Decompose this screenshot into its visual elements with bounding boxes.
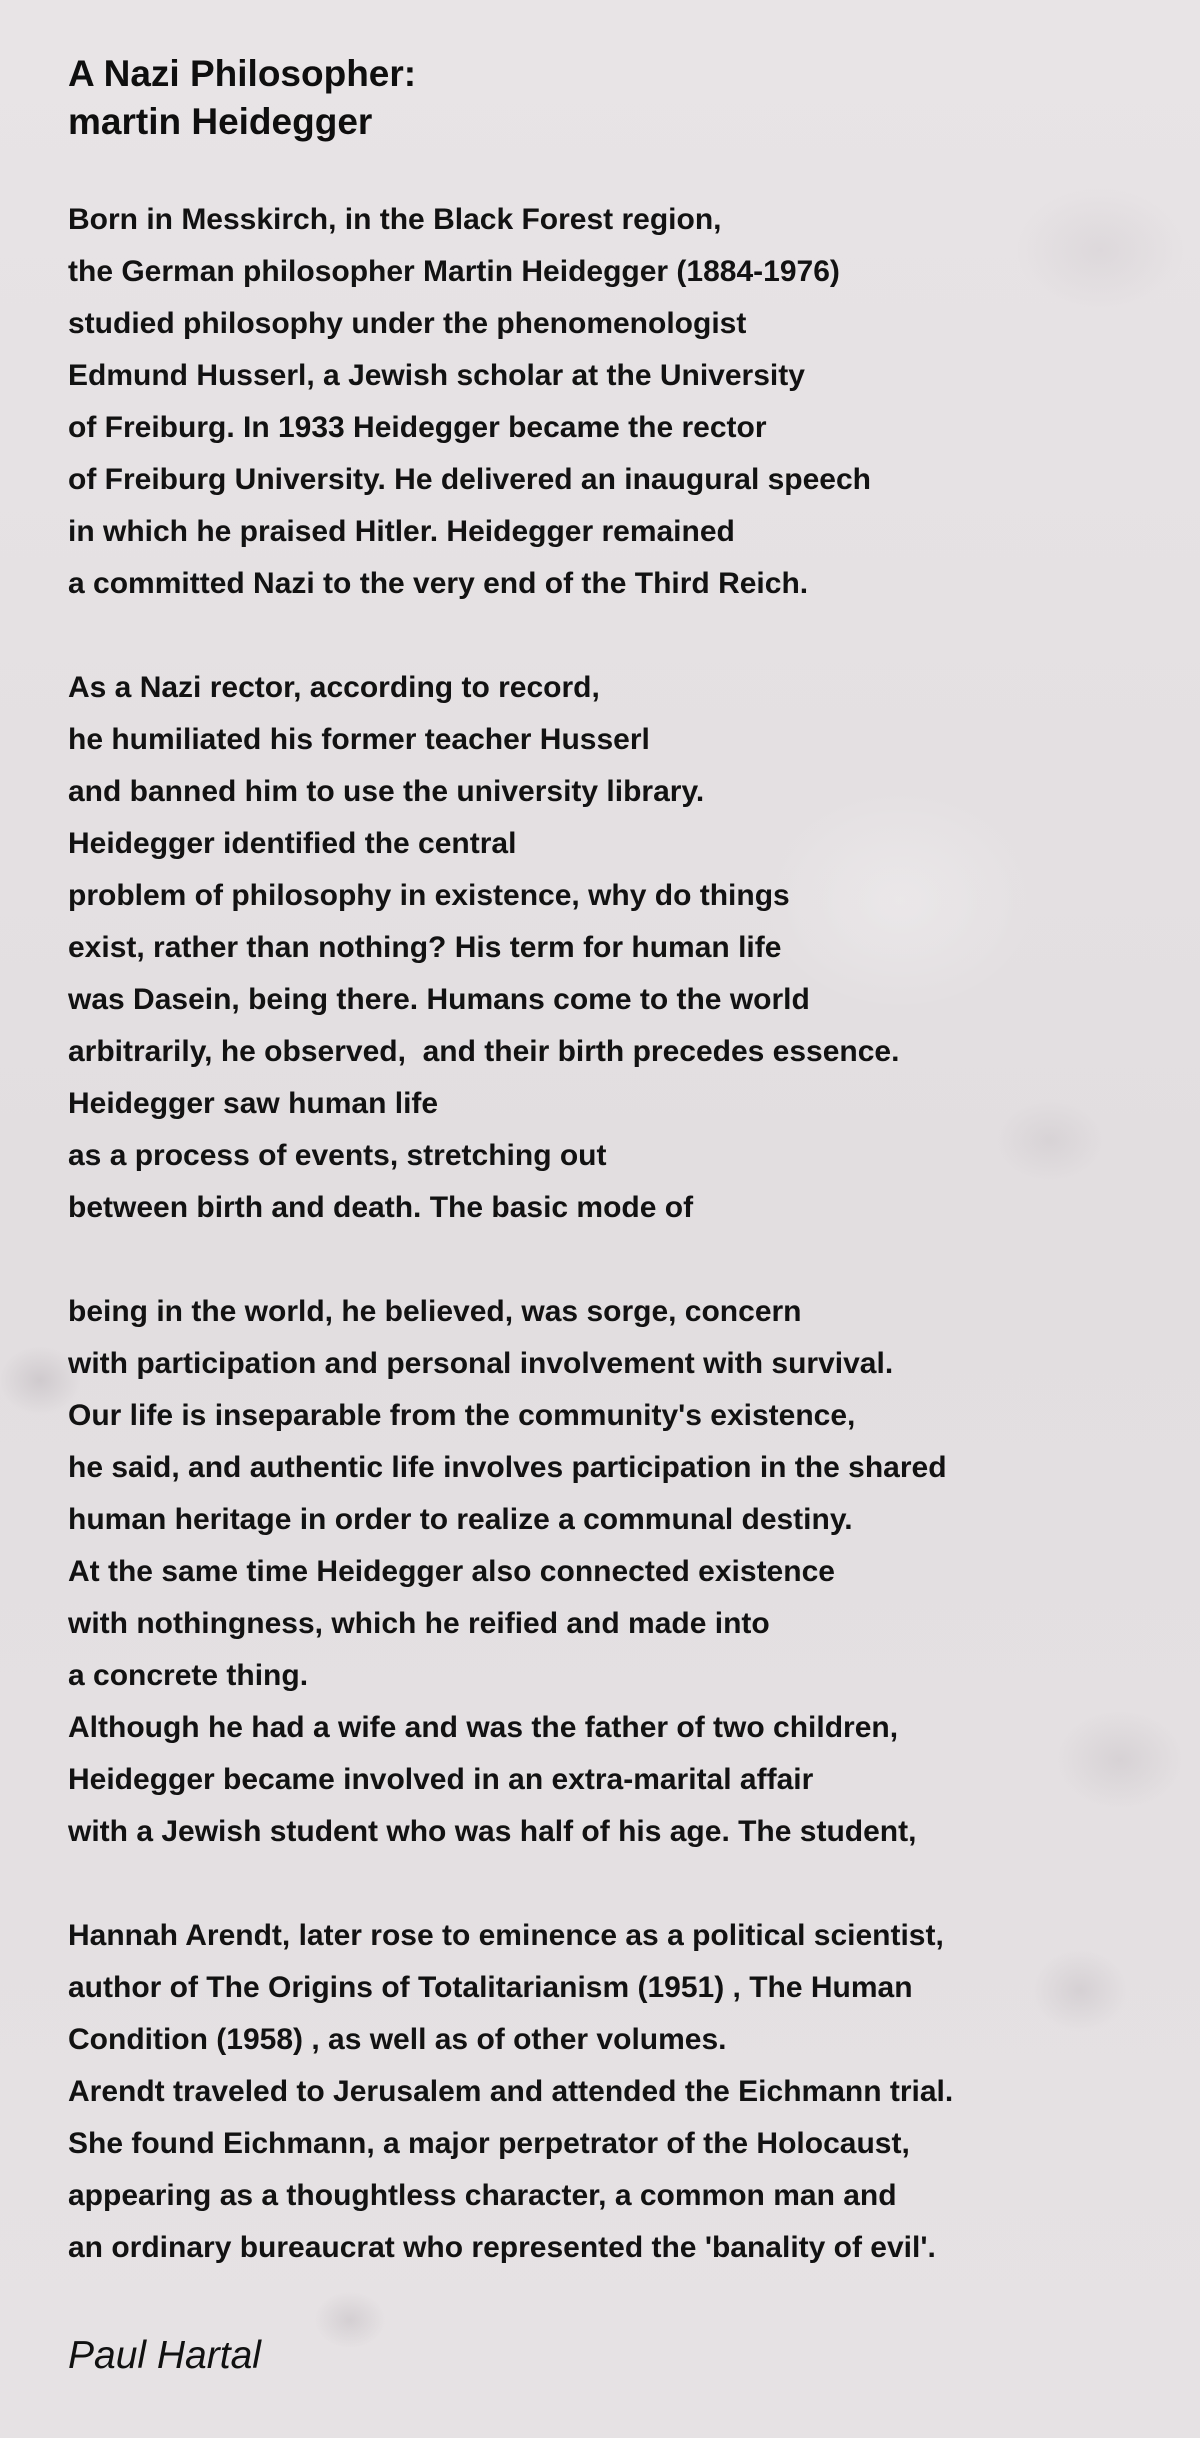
stanza (68, 194, 1148, 610)
poem-line: Edmund Husserl, a Jewish scholar at the University (68, 359, 805, 392)
stanza (68, 1910, 1148, 2274)
poem-page (68, 50, 1148, 2326)
poem-line: Hannah Arendt, later rose to eminence as a political scientist, (68, 1919, 944, 1952)
poem-line: Our life is inseparable from the community's existence, (68, 1399, 856, 1432)
poem-line: arbitrarily, he observed, and their birth precedes essence. (68, 1035, 900, 1068)
poem-line: At the same time Heidegger also connected existence (68, 1555, 835, 1588)
poem-line: and banned him to use the university library. (68, 775, 705, 808)
poem-line: being in the world, he believed, was sorge, concern (68, 1295, 802, 1328)
poem-title-line: A Nazi Philosopher: (68, 53, 417, 94)
stanza (68, 662, 1148, 1234)
poem-line: appearing as a thoughtless character, a common man and (68, 2179, 897, 2212)
poem-line: exist, rather than nothing? His term for human life (68, 931, 782, 964)
poem-line: Born in Messkirch, in the Black Forest region, (68, 203, 722, 236)
poem-line: studied philosophy under the phenomenologist (68, 307, 747, 340)
poem-line: of Freiburg. In 1933 Heidegger became the rector (68, 411, 767, 444)
poem-line: As a Nazi rector, according to record, (68, 671, 600, 704)
poem-author: Paul Hartal (68, 2334, 261, 2377)
poem-line: problem of philosophy in existence, why do things (68, 879, 790, 912)
poem-line: the German philosopher Martin Heidegger (1884-1976) (68, 255, 840, 288)
poem-line: in which he praised Hitler. Heidegger remained (68, 515, 735, 548)
poem-line: a committed Nazi to the very end of the Third Reich. (68, 567, 809, 600)
poem-line: a concrete thing. (68, 1659, 309, 1692)
poem-line: with participation and personal involvement with survival. (68, 1347, 894, 1380)
poem-line: Condition (1958) , as well as of other volumes. (68, 2023, 727, 2056)
poem-line: with a Jewish student who was half of his age. The student, (68, 1815, 917, 1848)
poem-line: Although he had a wife and was the father of two children, (68, 1711, 899, 1744)
stanza (68, 1286, 1148, 1858)
poem-line: with nothingness, which he reified and made into (68, 1607, 770, 1640)
poem-line: he said, and authentic life involves participation in the shared (68, 1451, 947, 1484)
poem-title-line: martin Heidegger (68, 101, 373, 142)
poem-body (68, 194, 1148, 2274)
poem-line: Arendt traveled to Jerusalem and attended the Eichmann trial. (68, 2075, 954, 2108)
poem-line: an ordinary bureaucrat who represented the 'banality of evil'. (68, 2231, 936, 2264)
poem-line: between birth and death. The basic mode of (68, 1191, 694, 1224)
poem-line: author of The Origins of Totalitarianism (1951) , The Human (68, 1971, 913, 2004)
poem-line: was Dasein, being there. Humans come to the world (68, 983, 810, 1016)
poem-line: Heidegger became involved in an extra-marital affair (68, 1763, 814, 1796)
poem-line: of Freiburg University. He delivered an inaugural speech (68, 463, 871, 496)
poem-line: human heritage in order to realize a communal destiny. (68, 1503, 853, 1536)
poem-line: Heidegger identified the central (68, 827, 517, 860)
poem-line: he humiliated his former teacher Husserl (68, 723, 650, 756)
poem-line: as a process of events, stretching out (68, 1139, 607, 1172)
poem-line: She found Eichmann, a major perpetrator of the Holocaust, (68, 2127, 910, 2160)
poem-title (68, 50, 1148, 146)
poem-line: Heidegger saw human life (68, 1087, 439, 1120)
